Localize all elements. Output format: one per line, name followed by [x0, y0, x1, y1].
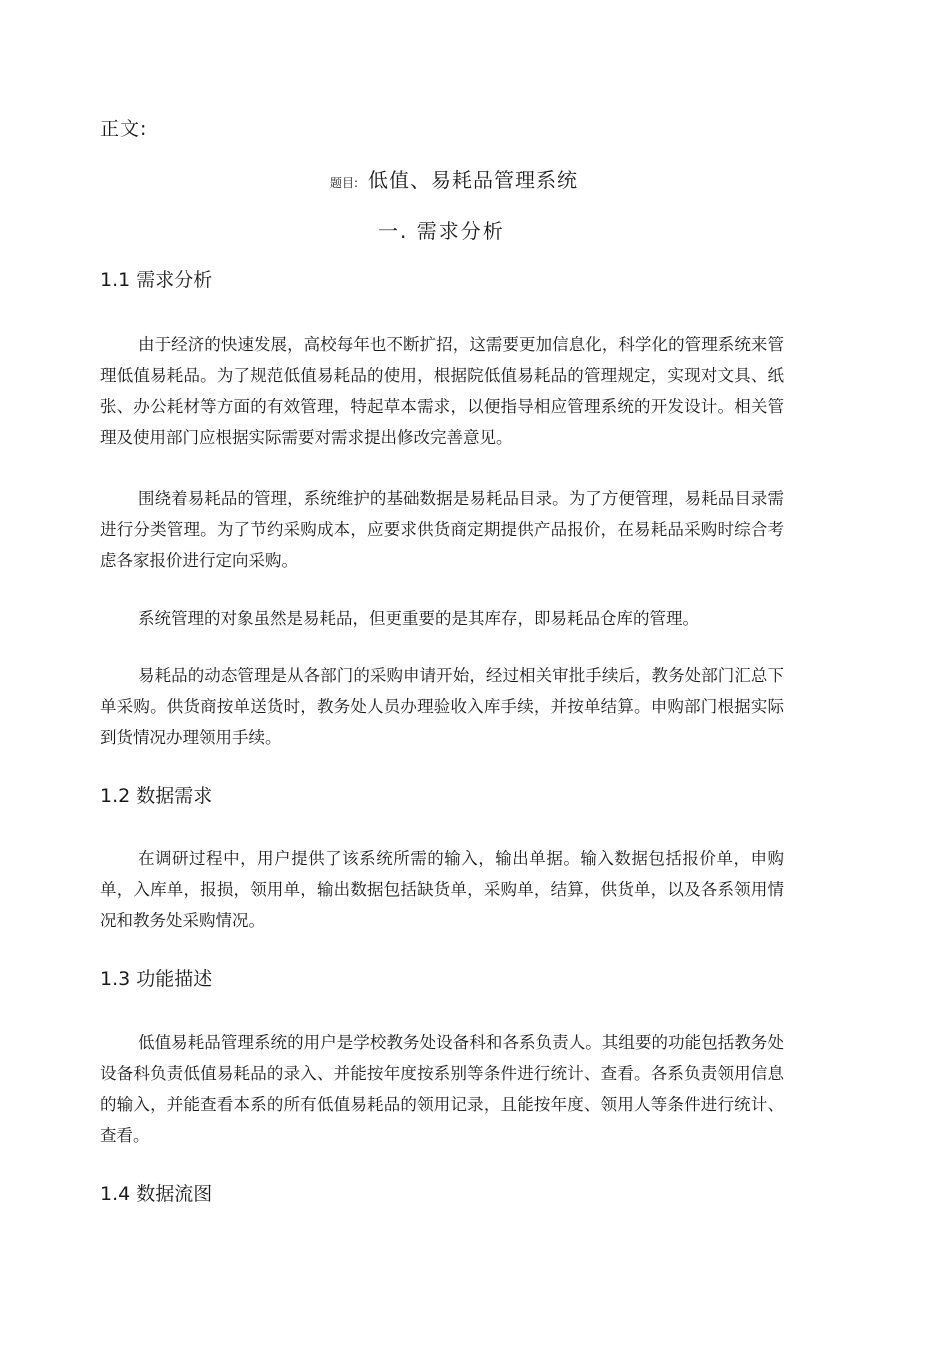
paragraph: 低值易耗品管理系统的用户是学校教务处设备科和各系负责人。其组要的功能包括教务处设备科负责低值易耗品的录入、并能按年度按系别等条件进行统计、查看。各系负责领用信息的输入，并能查看本系的所有低值易耗品的领用记录，且能按年度、领用人等条件进行统计、查看。 [100, 1033, 784, 1145]
section-heading-1-3: 1.3 功能描述 [100, 968, 213, 990]
lead-label: 正文: [100, 118, 148, 140]
paragraph: 系统管理的对象虽然是易耗品，但更重要的是其库存，即易耗品仓库的管理。 [138, 609, 699, 628]
section-heading-1-1: 1.1 需求分析 [100, 269, 213, 291]
chapter-heading: 一. 需求分析 [378, 219, 505, 243]
document-title-row [330, 164, 578, 193]
title-prefix: 题目: [330, 176, 359, 190]
paragraph: 在调研过程中，用户提供了该系统所需的输入，输出单据。输入数据包括报价单，申购单，入库单，报损，领用单，输出数据包括缺货单，采购单，结算，供货单，以及各系领用情况和教务处采购情况。 [100, 849, 784, 930]
section-heading-1-4: 1.4 数据流图 [100, 1183, 213, 1205]
paragraph: 围绕着易耗品的管理，系统维护的基础数据是易耗品目录。为了方便管理，易耗品目录需进行分类管理。为了节约采购成本，应要求供货商定期提供产品报价，在易耗品采购时综合考虑各家报价进行定向采购。 [100, 489, 784, 570]
paragraph: 易耗品的动态管理是从各部门的采购申请开始，经过相关审批手续后，教务处部门汇总下单采购。供货商按单送货时，教务处人员办理验收入库手续，并按单结算。申购部门根据实际到货情况办理领用手续。 [100, 666, 784, 747]
section-heading-1-2: 1.2 数据需求 [100, 785, 213, 807]
paragraph: 由于经济的快速发展，高校每年也不断扩招，这需要更加信息化，科学化的管理系统来管理低值易耗品。为了规范低值易耗品的使用，根据院低值易耗品的管理规定，实现对文具、纸张、办公耗材等方面的有效管理，特起草本需求，以便指导相应管理系统的开发设计。相关管理及使用部门应根据实际需要对需求提出修改完善意见。 [100, 335, 784, 447]
document-title: 低值、易耗品管理系统 [368, 168, 579, 192]
